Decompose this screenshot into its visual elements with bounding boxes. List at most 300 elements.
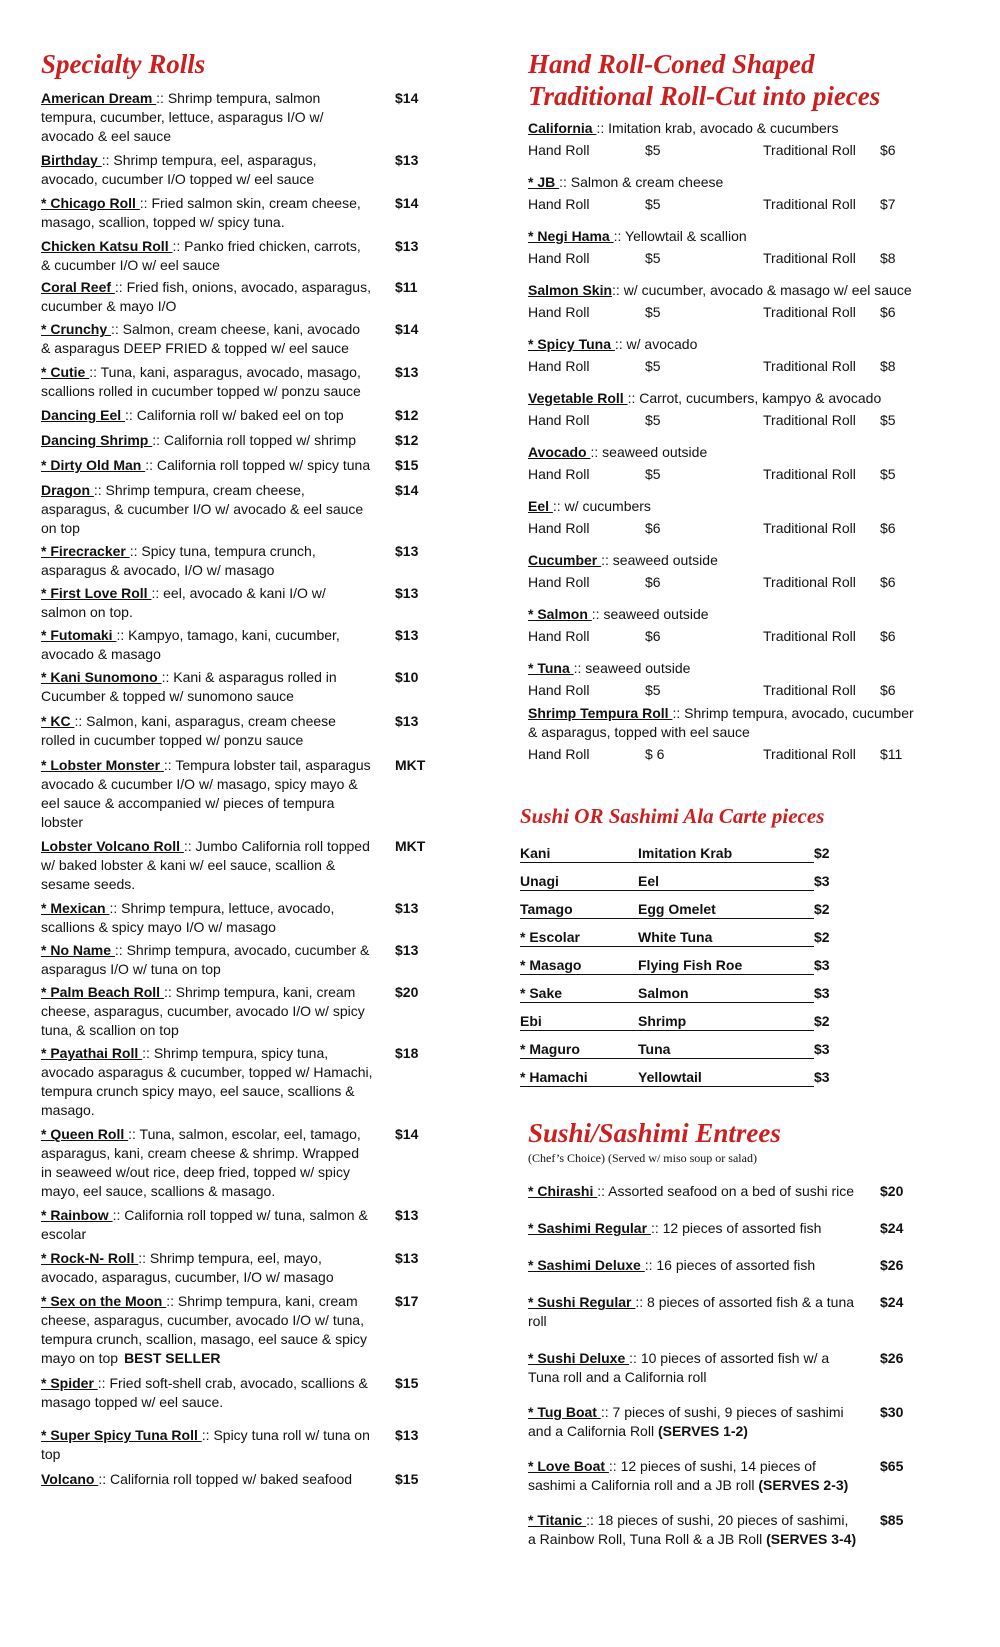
- specialty-roll-text: [41, 481, 431, 538]
- entree-text: [528, 1511, 918, 1549]
- hand-roll-name: * Tuna: [528, 659, 574, 676]
- traditional-roll-label: Traditional Roll: [763, 519, 856, 536]
- hand-roll-text: [528, 173, 918, 192]
- specialty-roll-price: $13: [395, 1207, 419, 1224]
- entree-item: [528, 1219, 918, 1238]
- hand-roll-name: * Negi Hama: [528, 227, 614, 244]
- entree-item: [528, 1182, 918, 1201]
- hand-roll-price: $6: [645, 627, 661, 644]
- ala-carte-title: Sushi OR Sashimi Ala Carte pieces: [520, 803, 825, 828]
- specialty-roll-name: * Queen Roll: [41, 1126, 129, 1143]
- specialty-roll-name: * Sex on the Moon: [41, 1293, 167, 1310]
- specialty-roll-item: [41, 837, 431, 894]
- hand-roll-price: $5: [645, 357, 661, 374]
- ala-carte-item: [520, 899, 918, 927]
- ala-carte-item: [520, 871, 918, 899]
- specialty-roll-text: [41, 837, 431, 894]
- traditional-roll-price: $7: [880, 195, 896, 212]
- entrees-subtitle: (Chef’s Choice) (Served w/ miso soup or salad): [528, 1151, 757, 1166]
- specialty-roll-item: [41, 712, 431, 750]
- specialty-roll-item: [41, 941, 431, 979]
- traditional-roll-label: Traditional Roll: [763, 465, 856, 482]
- hand-roll-item: [528, 551, 918, 592]
- hand-roll-label: Hand Roll: [528, 465, 590, 482]
- entree-item: [528, 1511, 918, 1549]
- hand-roll-label: Hand Roll: [528, 195, 590, 212]
- entree-name: * Sashimi Deluxe: [528, 1257, 645, 1274]
- ala-carte-english-name: Imitation Krab: [638, 843, 814, 863]
- specialty-roll-text: [41, 1292, 431, 1368]
- specialty-roll-price: MKT: [395, 838, 426, 855]
- hand-roll-name: * JB: [528, 173, 560, 190]
- specialty-roll-description: :: California roll topped w/ shrimp: [152, 432, 357, 449]
- traditional-roll-title: Traditional Roll-Cut into pieces: [528, 81, 881, 112]
- ala-carte-item: [520, 843, 918, 871]
- hand-roll-description: :: seaweed outside: [601, 551, 718, 568]
- hand-roll-label: Hand Roll: [528, 681, 590, 698]
- specialty-roll-name: * Cutie: [41, 364, 90, 381]
- hand-roll-item: [528, 389, 918, 430]
- hand-roll-description: :: w/ avocado: [614, 335, 698, 352]
- hand-roll-label: Hand Roll: [528, 411, 590, 428]
- ala-carte-item: [520, 955, 918, 983]
- specialty-roll-name: * Dirty Old Man: [41, 457, 146, 474]
- specialty-roll-name: Chicken Katsu Roll: [41, 238, 173, 255]
- entree-name: * Sushi Regular: [528, 1294, 636, 1311]
- specialty-roll-name: * Lobster Monster: [41, 757, 164, 774]
- ala-carte-item: [520, 983, 918, 1011]
- traditional-roll-label: Traditional Roll: [763, 195, 856, 212]
- specialty-roll-text: [41, 237, 431, 275]
- ala-carte-item: [520, 927, 918, 955]
- specialty-roll-item: [41, 1044, 431, 1120]
- hand-roll-name: Eel: [528, 497, 553, 514]
- ala-carte-english-name: Tuna: [638, 1039, 814, 1059]
- ala-carte-item: [520, 1039, 918, 1067]
- specialty-roll-text: [41, 1470, 431, 1489]
- ala-carte-japanese-name: Tamago: [520, 899, 638, 919]
- traditional-roll-price: $6: [880, 303, 896, 320]
- specialty-roll-name: Dragon: [41, 482, 94, 499]
- hand-roll-label: Hand Roll: [528, 141, 590, 158]
- specialty-roll-item: [41, 89, 431, 146]
- specialty-roll-text: [41, 456, 431, 475]
- specialty-roll-price: $12: [395, 407, 419, 424]
- entree-serves: (SERVES 3-4): [766, 1531, 857, 1548]
- entree-description: :: 18 pieces of sushi, 20 pieces of sashimi, a Rainbow Roll, Tuna Roll & a JB Roll: [528, 1512, 849, 1548]
- hand-roll-name: * Spicy Tuna: [528, 335, 615, 352]
- traditional-roll-price: $5: [880, 411, 896, 428]
- ala-carte-japanese-name: * Escolar: [520, 927, 638, 947]
- hand-roll-item: [528, 281, 918, 322]
- entree-description: :: 12 pieces of sushi, 14 pieces of sashimi a California roll and a JB roll: [528, 1458, 816, 1494]
- ala-carte-list: [520, 843, 918, 1095]
- entree-price: $26: [880, 1350, 904, 1367]
- hand-roll-label: Hand Roll: [528, 249, 590, 266]
- specialty-roll-description: :: Shrimp tempura, lettuce, avocado, scallions & spicy mayo I/O w/ masago: [41, 900, 335, 936]
- specialty-roll-text: [41, 1249, 431, 1287]
- entree-name: * Titanic: [528, 1512, 587, 1529]
- specialty-roll-price: $13: [395, 152, 419, 169]
- hand-roll-label: Hand Roll: [528, 745, 590, 762]
- hand-roll-description: :: Imitation krab, avocado & cucumbers: [596, 119, 839, 136]
- ala-carte-price: $2: [814, 928, 830, 945]
- hand-roll-description: :: w/ cucumbers: [552, 497, 651, 514]
- hand-roll-item: [528, 173, 918, 214]
- specialty-roll-price: $11: [395, 279, 418, 296]
- specialty-roll-text: [41, 1044, 431, 1120]
- specialty-roll-item: [41, 237, 431, 275]
- specialty-roll-description: :: Salmon, cream cheese, kani, avocado & asparagus DEEP FRIED & topped w/ eel sauce: [41, 321, 361, 357]
- entree-serves: (SERVES 2-3): [758, 1477, 849, 1494]
- entrees-list: [528, 1182, 918, 1549]
- hand-roll-item: [528, 659, 918, 700]
- hand-roll-price: $ 6: [645, 745, 665, 762]
- specialty-roll-price: MKT: [395, 757, 426, 774]
- ala-carte-price: $3: [814, 984, 830, 1001]
- hand-roll-name: Cucumber: [528, 551, 602, 568]
- specialty-roll-price: $13: [395, 1250, 419, 1267]
- specialty-roll-description: :: California roll w/ baked eel on top: [125, 407, 344, 424]
- hand-roll-item: [528, 227, 918, 268]
- specialty-roll-description: :: Kampyo, tamago, kani, cucumber, avocado & masago: [41, 627, 340, 663]
- specialty-roll-text: [41, 1125, 431, 1201]
- hand-roll-section: [528, 48, 918, 764]
- hand-roll-description: :: Yellowtail & scallion: [613, 227, 747, 244]
- entree-text: [528, 1457, 918, 1495]
- specialty-roll-price: $15: [395, 457, 419, 474]
- entree-description: :: 10 pieces of assorted fish w/ a Tuna roll and a California roll: [528, 1350, 830, 1386]
- specialty-roll-item: [41, 1206, 431, 1244]
- hand-roll-prices: [528, 681, 918, 700]
- specialty-roll-text: [41, 712, 431, 750]
- specialty-roll-item: [41, 278, 431, 316]
- hand-roll-price: $5: [645, 249, 661, 266]
- traditional-roll-label: Traditional Roll: [763, 141, 856, 158]
- specialty-roll-text: [41, 406, 431, 425]
- specialty-roll-price: $15: [395, 1375, 419, 1392]
- specialty-roll-text: [41, 626, 431, 664]
- specialty-roll-text: [41, 756, 431, 832]
- ala-carte-price: $2: [814, 900, 830, 917]
- entree-item: [528, 1457, 918, 1495]
- hand-roll-text: [528, 119, 918, 138]
- specialty-roll-description: :: Tempura lobster tail, asparagus avocado & cucumber I/O w/ masago, spicy mayo & eel sauce & accompanied w/ pieces of tempura lobster: [41, 757, 371, 831]
- specialty-roll-name: * Palm Beach Roll: [41, 984, 164, 1001]
- hand-roll-text: [528, 443, 918, 462]
- specialty-roll-description: :: Shrimp tempura, spicy tuna, avocado asparagus & cucumber, topped w/ Hamachi, tempura crunch spicy mayo, eel sauce, scallions & masago.: [41, 1045, 373, 1119]
- hand-roll-name: Salmon Skin: [528, 281, 613, 298]
- traditional-roll-label: Traditional Roll: [763, 573, 856, 590]
- hand-roll-prices: [528, 195, 918, 214]
- entree-price: $30: [880, 1404, 904, 1421]
- specialty-roll-text: [41, 584, 431, 622]
- hand-roll-description: :: seaweed outside: [590, 443, 708, 460]
- ala-carte-japanese-name: Unagi: [520, 871, 638, 891]
- specialty-roll-price: $18: [395, 1045, 419, 1062]
- specialty-roll-price: $14: [395, 90, 419, 107]
- entree-price: $85: [880, 1512, 904, 1529]
- hand-roll-prices: [528, 411, 918, 430]
- specialty-roll-item: [41, 320, 431, 358]
- specialty-roll-text: [41, 668, 431, 706]
- specialty-roll-description: :: California roll topped w/ baked seafood: [98, 1471, 353, 1488]
- traditional-roll-label: Traditional Roll: [763, 681, 856, 698]
- hand-roll-description: :: w/ cucumber, avocado & masago w/ eel sauce: [612, 281, 912, 298]
- specialty-roll-name: * Spider: [41, 1375, 98, 1392]
- specialty-roll-description: :: Tuna, kani, asparagus, avocado, masago, scallions rolled in cucumber topped w/ ponzu sauce: [41, 364, 361, 400]
- ala-carte-price: $2: [814, 844, 830, 861]
- specialty-roll-name: Dancing Eel: [41, 407, 126, 424]
- hand-roll-prices: [528, 465, 918, 484]
- specialty-roll-description: :: Fried fish, onions, avocado, asparagus, cucumber & mayo I/O: [41, 279, 371, 315]
- specialty-roll-text: [41, 941, 431, 979]
- hand-roll-text: [528, 335, 918, 354]
- specialty-roll-item: [41, 983, 431, 1040]
- entrees-title: Sushi/Sashimi Entrees: [528, 1117, 781, 1148]
- traditional-roll-label: Traditional Roll: [763, 411, 856, 428]
- specialty-roll-name: Dancing Shrimp: [41, 432, 153, 449]
- right-column: [520, 48, 918, 1549]
- specialty-roll-item: [41, 363, 431, 401]
- specialty-roll-price: $20: [395, 984, 419, 1001]
- specialty-roll-description: :: California roll topped w/ spicy tuna: [145, 457, 371, 474]
- ala-carte-price: $3: [814, 1040, 830, 1057]
- specialty-roll-price: $13: [395, 900, 419, 917]
- hand-roll-text: [528, 551, 918, 570]
- specialty-roll-text: [41, 278, 431, 316]
- traditional-roll-price: $8: [880, 357, 896, 374]
- entree-text: [528, 1349, 918, 1387]
- specialty-roll-description: :: Shrimp tempura, eel, asparagus, avocado, cucumber I/O topped w/ eel sauce: [41, 152, 317, 188]
- specialty-roll-item: [41, 542, 431, 580]
- hand-roll-name: California: [528, 119, 597, 136]
- specialty-roll-name: * Mexican: [41, 900, 110, 917]
- hand-roll-price: $5: [645, 465, 661, 482]
- specialty-roll-text: [41, 89, 431, 146]
- specialty-rolls-section: [41, 48, 431, 1489]
- traditional-roll-label: Traditional Roll: [763, 357, 856, 374]
- specialty-roll-item: [41, 194, 431, 232]
- specialty-roll-name: * Rock-N- Roll: [41, 1250, 139, 1267]
- entree-text: [528, 1219, 918, 1238]
- specialty-roll-name: Lobster Volcano Roll: [41, 838, 184, 855]
- specialty-roll-text: [41, 983, 431, 1040]
- hand-roll-price: $5: [645, 303, 661, 320]
- entree-text: [528, 1293, 918, 1331]
- entree-price: $65: [880, 1458, 904, 1475]
- ala-carte-japanese-name: * Sake: [520, 983, 638, 1003]
- ala-carte-english-name: Eel: [638, 871, 814, 891]
- specialty-roll-description: :: Shrimp tempura, avocado, cucumber & asparagus I/O w/ tuna on top: [41, 942, 370, 978]
- specialty-roll-price: $14: [395, 195, 419, 212]
- entree-item: [528, 1349, 918, 1387]
- entree-name: * Sashimi Regular: [528, 1220, 651, 1237]
- traditional-roll-label: Traditional Roll: [763, 303, 856, 320]
- specialty-roll-text: [41, 899, 431, 937]
- specialty-roll-item: [41, 1426, 431, 1464]
- specialty-roll-price: $13: [395, 543, 419, 560]
- ala-carte-item: [520, 1067, 918, 1095]
- specialty-roll-price: $13: [395, 942, 419, 959]
- ala-carte-japanese-name: Ebi: [520, 1011, 638, 1031]
- hand-roll-item: [528, 119, 918, 160]
- traditional-roll-price: $6: [880, 573, 896, 590]
- hand-roll-price: $5: [645, 411, 661, 428]
- specialty-roll-item: [41, 456, 431, 475]
- specialty-roll-item: [41, 626, 431, 664]
- ala-carte-english-name: White Tuna: [638, 927, 814, 947]
- entree-description: :: 16 pieces of assorted fish: [644, 1257, 816, 1274]
- specialty-roll-description: :: Fried salmon skin, cream cheese, masago, scallion, topped w/ spicy tuna.: [41, 195, 361, 231]
- entree-item: [528, 1256, 918, 1275]
- traditional-roll-price: $8: [880, 249, 896, 266]
- specialty-roll-item: [41, 481, 431, 538]
- hand-roll-text: [528, 227, 918, 246]
- entree-name: * Love Boat: [528, 1458, 609, 1475]
- hand-roll-text: [528, 389, 918, 408]
- specialty-roll-price: $10: [395, 669, 419, 686]
- specialty-roll-description: :: Shrimp tempura, salmon tempura, cucumber, lettuce, asparagus I/O w/ avocado & eel sauce: [41, 90, 324, 145]
- specialty-roll-name: * KC: [41, 713, 75, 730]
- specialty-roll-price: $12: [395, 432, 419, 449]
- specialty-roll-price: $13: [395, 713, 419, 730]
- hand-roll-label: Hand Roll: [528, 303, 590, 320]
- ala-carte-price: $3: [814, 872, 830, 889]
- specialty-roll-description: :: Tuna, salmon, escolar, eel, tamago, asparagus, kani, cream cheese & shrimp. Wrapped in seaweed w/out rice, deep fried, topped w/ spicy mayo, eel sauce, scallions & masago.: [41, 1126, 361, 1200]
- entree-price: $20: [880, 1183, 904, 1200]
- ala-carte-price: $3: [814, 1068, 830, 1085]
- entree-item: [528, 1403, 918, 1441]
- traditional-roll-price: $5: [880, 465, 896, 482]
- specialty-roll-price: $17: [395, 1293, 419, 1310]
- specialty-roll-description: :: Spicy tuna, tempura crunch, asparagus & avocado, I/O w/ masago: [41, 543, 316, 579]
- specialty-rolls-list: [41, 89, 431, 1489]
- traditional-roll-label: Traditional Roll: [763, 249, 856, 266]
- best-seller-label: BEST SELLER: [124, 1350, 221, 1367]
- specialty-roll-description: :: Panko fried chicken, carrots, & cucumber I/O w/ eel sauce: [41, 238, 361, 274]
- specialty-roll-name: * Kani Sunomono: [41, 669, 162, 686]
- entree-price: $26: [880, 1257, 904, 1274]
- entree-name: * Sushi Deluxe: [528, 1350, 630, 1367]
- ala-carte-japanese-name: * Maguro: [520, 1039, 638, 1059]
- hand-roll-name: Shrimp Tempura Roll: [528, 704, 673, 721]
- ala-carte-japanese-name: Kani: [520, 843, 638, 863]
- specialty-roll-name: * Chicago Roll: [41, 195, 140, 212]
- specialty-roll-price: $13: [395, 627, 419, 644]
- specialty-roll-text: [41, 1206, 431, 1244]
- hand-roll-item: [528, 605, 918, 646]
- ala-carte-english-name: Egg Omelet: [638, 899, 814, 919]
- hand-roll-label: Hand Roll: [528, 627, 590, 644]
- specialty-roll-price: $14: [395, 321, 419, 338]
- hand-roll-description: :: Carrot, cucumbers, kampyo & avocado: [627, 389, 882, 406]
- hand-roll-label: Hand Roll: [528, 573, 590, 590]
- specialty-roll-name: * First Love Roll: [41, 585, 152, 602]
- hand-roll-prices: [528, 627, 918, 646]
- specialty-roll-price: $14: [395, 1126, 419, 1143]
- ala-carte-english-name: Salmon: [638, 983, 814, 1003]
- traditional-roll-price: $6: [880, 681, 896, 698]
- specialty-roll-name: * No Name: [41, 942, 115, 959]
- ala-carte-japanese-name: * Masago: [520, 955, 638, 975]
- specialty-roll-description: :: Shrimp tempura, kani, cream cheese, asparagus, cucumber, avocado I/O w/ tuna, tempura crunch, scallion, masago, eel sauce & spicy mayo on top: [41, 1293, 368, 1367]
- hand-roll-name: Vegetable Roll: [528, 389, 628, 406]
- hand-roll-name: Avocado: [528, 443, 591, 460]
- specialty-roll-name: Birthday: [41, 152, 102, 169]
- hand-roll-item: [528, 443, 918, 484]
- entrees-section: [528, 1117, 918, 1549]
- hand-roll-title: Hand Roll-Coned Shaped: [528, 49, 815, 79]
- entree-description: :: 12 pieces of assorted fish: [650, 1220, 822, 1237]
- hand-roll-price: $5: [645, 141, 661, 158]
- specialty-roll-item: [41, 1374, 431, 1412]
- specialty-roll-text: [41, 1426, 431, 1464]
- hand-roll-prices: [528, 303, 918, 322]
- specialty-roll-item: [41, 668, 431, 706]
- hand-roll-text: [528, 605, 918, 624]
- specialty-roll-text: [41, 363, 431, 401]
- entree-text: [528, 1403, 918, 1441]
- hand-roll-item: [528, 704, 918, 764]
- specialty-roll-name: American Dream: [41, 90, 157, 107]
- hand-roll-text: [528, 659, 918, 678]
- specialty-roll-description: :: Shrimp tempura, kani, cream cheese, asparagus, cucumber, avocado I/O w/ spicy tuna, & scallion on top: [41, 984, 365, 1039]
- specialty-roll-text: [41, 542, 431, 580]
- hand-roll-description: :: seaweed outside: [591, 605, 709, 622]
- traditional-roll-label: Traditional Roll: [763, 745, 856, 762]
- hand-roll-name: * Salmon: [528, 605, 592, 622]
- specialty-rolls-title: Specialty Rolls: [41, 49, 206, 79]
- hand-roll-prices: [528, 745, 918, 764]
- entree-name: * Chirashi: [528, 1183, 598, 1200]
- entree-price: $24: [880, 1294, 904, 1311]
- specialty-roll-item: [41, 1292, 431, 1368]
- hand-roll-item: [528, 497, 918, 538]
- hand-roll-price: $5: [645, 195, 661, 212]
- specialty-roll-item: [41, 1470, 431, 1489]
- hand-roll-text: [528, 704, 918, 742]
- hand-roll-prices: [528, 573, 918, 592]
- specialty-roll-description: :: Fried soft-shell crab, avocado, scallions & masago topped w/ eel sauce.: [41, 1375, 368, 1411]
- hand-roll-prices: [528, 141, 918, 160]
- specialty-roll-description: :: eel, avocado & kani I/O w/ salmon on top.: [41, 585, 326, 621]
- hand-roll-label: Hand Roll: [528, 519, 590, 536]
- specialty-roll-description: :: Shrimp tempura, cream cheese, asparagus, & cucumber I/O w/ avocado & eel sauce on top: [41, 482, 364, 537]
- specialty-roll-text: [41, 1374, 431, 1412]
- hand-roll-item: [528, 335, 918, 376]
- specialty-roll-price: $14: [395, 482, 419, 499]
- hand-roll-price: $6: [645, 519, 661, 536]
- specialty-roll-price: $13: [395, 1427, 419, 1444]
- entree-item: [528, 1293, 918, 1331]
- hand-roll-description: :: Shrimp tempura, avocado, cucumber & asparagus, topped with eel sauce: [528, 704, 914, 740]
- hand-roll-prices: [528, 519, 918, 538]
- specialty-roll-item: [41, 151, 431, 189]
- entree-price: $24: [880, 1220, 904, 1237]
- specialty-roll-description: :: Kani & asparagus rolled in Cucumber & topped w/ sunomono sauce: [41, 669, 337, 705]
- specialty-roll-item: [41, 1125, 431, 1201]
- specialty-roll-description: :: Jumbo California roll topped w/ baked lobster & kani w/ eel sauce, scallion & sesame seeds.: [41, 838, 370, 893]
- specialty-roll-description: :: Salmon, kani, asparagus, cream cheese rolled in cucumber topped w/ ponzu sauce: [41, 713, 336, 749]
- specialty-roll-description: :: California roll topped w/ tuna, salmon & escolar: [41, 1207, 368, 1243]
- entree-description: :: 8 pieces of assorted fish & a tuna roll: [528, 1294, 855, 1330]
- specialty-roll-price: $15: [395, 1471, 419, 1488]
- specialty-roll-name: Volcano: [41, 1471, 99, 1488]
- ala-carte-english-name: Flying Fish Roe: [638, 955, 814, 975]
- specialty-roll-name: Coral Reef: [41, 279, 115, 296]
- specialty-roll-price: $13: [395, 364, 419, 381]
